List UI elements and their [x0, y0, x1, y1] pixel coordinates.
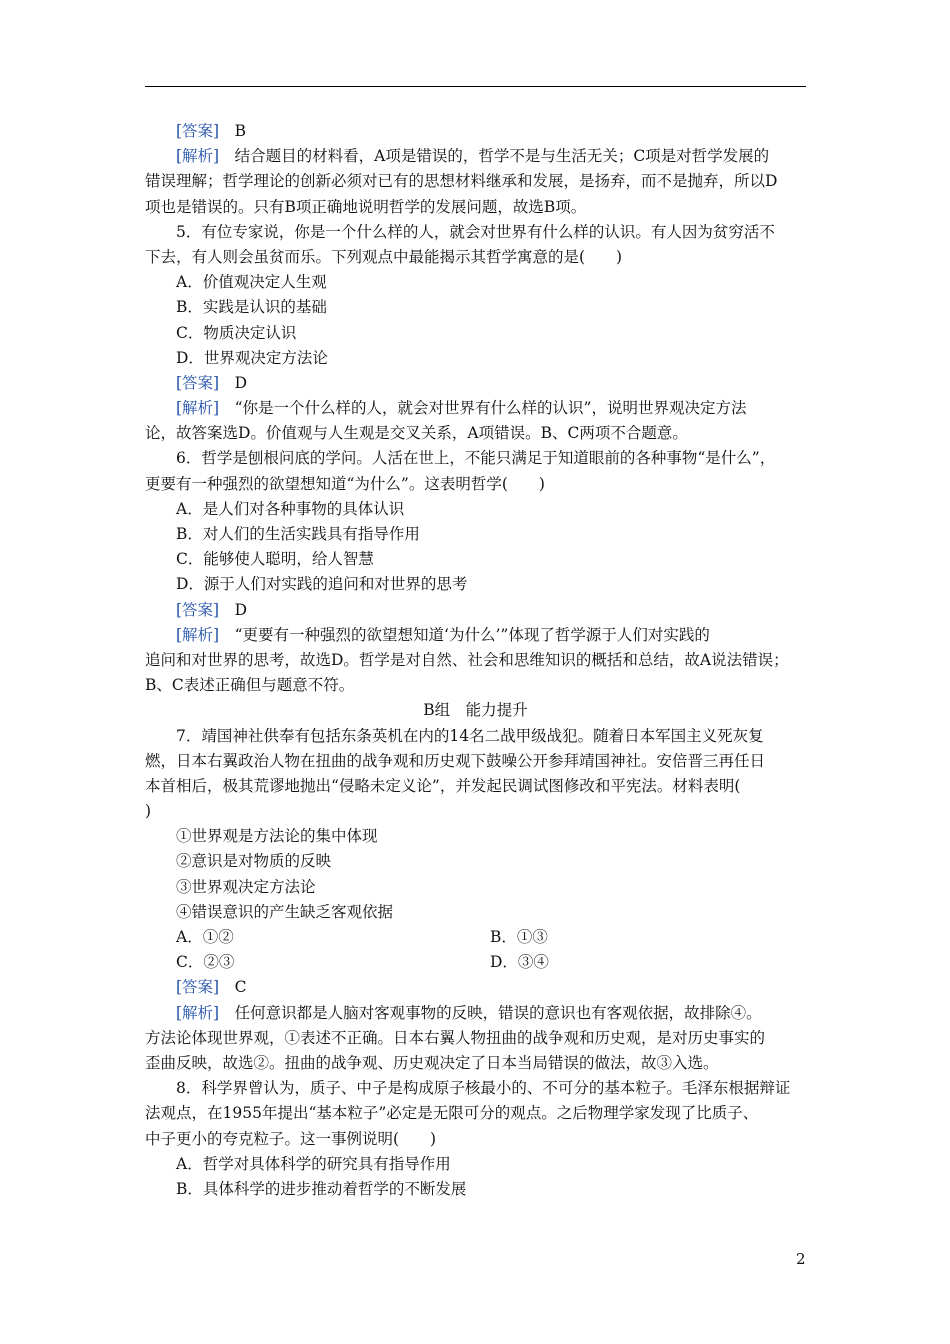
q8-stem: 8．科学界曾认为，质子、中子是构成原子核最小的、不可分的基本粒子。毛泽东根据辩证: [176, 1079, 791, 1098]
q7-statement-4: ④错误意识的产生缺乏客观依据: [176, 902, 394, 921]
q7-stem-line: 本首相后，极其荒谬地抛出“侵略未定义论”，并发起民调试图修改和平宪法。材料表明(: [145, 776, 741, 795]
q7-statement-1: ①世界观是方法论的集中体现: [176, 827, 378, 846]
q7-options-row: [145, 950, 806, 975]
q6-stem: 6．哲学是刨根问底的学问。人活在世上，不能只满足于知道眼前的各种事物“是什么”，: [176, 449, 776, 468]
q4-answer: [答案] B: [176, 122, 247, 140]
q7-option-d: D．③④: [490, 953, 549, 972]
q7-statement-3: ③世界观决定方法论: [176, 877, 316, 896]
q6-answer: [答案] D: [176, 600, 248, 619]
q6-stem-line: 更要有一种强烈的欲望想知道“为什么”。这表明哲学( ): [145, 474, 545, 493]
q7-stem: 7．靖国神社供奉有包括东条英机在内的14名二战甲级战犯。随着日本军国主义死灰复: [176, 726, 764, 745]
q6-option-a: A．是人们对各种事物的具体认识: [176, 499, 405, 518]
q6-analysis-line: B、C表述正确但与题意不符。: [145, 676, 355, 695]
q5-analysis-line: 论，故答案选D。价值观与人生观是交叉关系，A项错误。B、C两项不合题意。: [145, 424, 688, 443]
page-number: 2: [796, 1250, 806, 1268]
q5-option-a: A．价值观决定人生观: [176, 273, 327, 292]
q6-option-c: C．能够使人聪明，给人智慧: [176, 550, 374, 569]
q5-analysis: [解析] “你是一个什么样的人，就会对世界有什么样的认识”，说明世界观决定方法: [176, 399, 747, 418]
q4-analysis-line: 错误理解；哲学理论的创新必须对已有的思想材料继承和发展，是扬弃，而不是抛弃，所以D: [145, 172, 778, 191]
q7-stem-line: 燃，日本右翼政治人物在扭曲的战争观和历史观下鼓噪公开参拜靖国神社。安倍晋三再任日: [145, 751, 766, 770]
q5-option-d: D．世界观决定方法论: [176, 348, 328, 367]
q8-stem-line: 中子更小的夸克粒子。这一事例说明( ): [145, 1129, 437, 1148]
q6-analysis: [解析] “更要有一种强烈的欲望想知道‘为什么’”体现了哲学源于人们对实践的: [176, 625, 710, 644]
header-rule: [145, 86, 806, 87]
q7-options-row: [145, 925, 806, 950]
q5-option-c: C．物质决定认识: [176, 323, 297, 342]
q6-option-b: B．对人们的生活实践具有指导作用: [176, 525, 420, 543]
q4-analysis-line: 项也是错误的。只有B项正确地说明哲学的发展问题，故选B项。: [145, 197, 587, 216]
q7-option-b: B．①③: [490, 928, 548, 946]
q7-stem-line: ): [145, 802, 152, 821]
section-title: B组 能力提升: [423, 701, 528, 720]
q5-option-b: B．实践是认识的基础: [176, 298, 327, 317]
q6-analysis-line: 追问和对世界的思考，故选D。哲学是对自然、社会和思维知识的概括和总结，故A说法错误；: [145, 650, 789, 669]
page-content: [145, 119, 806, 1202]
q7-statement-2: ②意识是对物质的反映: [176, 852, 332, 871]
q5-answer: [答案] D: [176, 373, 248, 392]
q7-option-a: A．①②: [176, 928, 234, 946]
q5-stem-line: 下去，有人则会虽贫而乐。下列观点中最能揭示其哲学寓意的是( ): [145, 247, 623, 266]
q8-stem-line: 法观点，在1955年提出“基本粒子”必定是无限可分的观点。之后物理学家发现了比质子、: [145, 1104, 759, 1123]
q7-analysis-line: 歪曲反映，故选②。扭曲的战争观、历史观决定了日本当局错误的做法，故③入选。: [145, 1053, 719, 1072]
q6-option-d: D．源于人们对实践的追问和对世界的思考: [176, 575, 468, 594]
q8-option-a: A．哲学对具体科学的研究具有指导作用: [176, 1154, 451, 1173]
q8-option-b: B．具体科学的进步推动着哲学的不断发展: [176, 1179, 467, 1198]
q7-option-c: C．②③: [176, 953, 235, 972]
q5-stem: 5．有位专家说，你是一个什么样的人，就会对世界有什么样的认识。有人因为贫穷活不: [176, 222, 775, 241]
q4-analysis: [解析] 结合题目的材料看，A项是错误的，哲学不是与生活无关；C项是对哲学发展的: [176, 147, 770, 166]
q7-analysis: [解析] 任何意识都是人脑对客观事物的反映，错误的意识也有客观依据，故排除④。: [176, 1003, 762, 1022]
q7-answer: [答案] C: [176, 978, 247, 997]
q7-analysis-line: 方法论体现世界观，①表述不正确。日本右翼人物扭曲的战争观和历史观，是对历史事实的: [145, 1028, 766, 1047]
